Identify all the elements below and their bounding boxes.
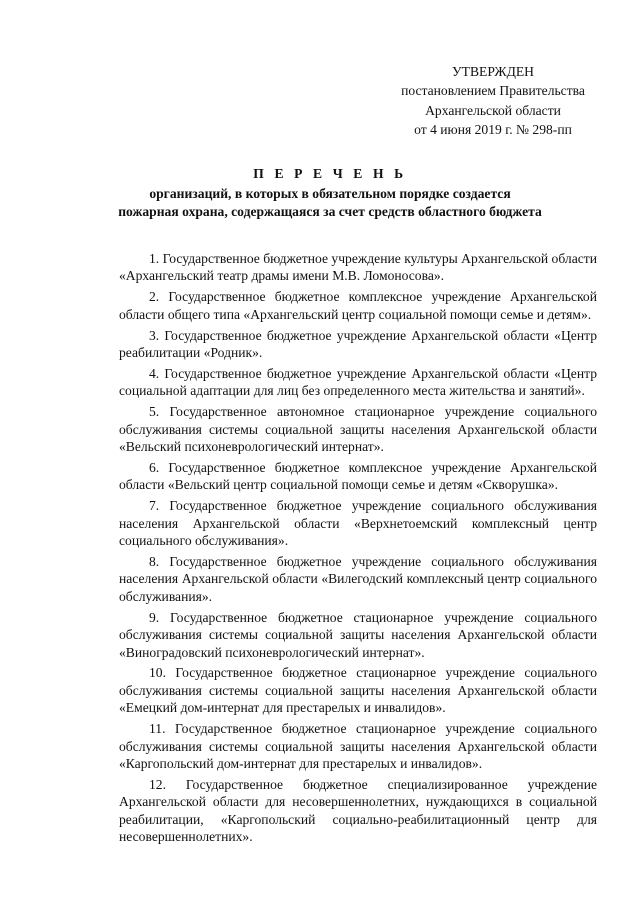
document-subtitle-line-1: организаций, в которых в обязательном порядке создается	[149, 186, 511, 201]
list-item: 11. Государственное бюджетное стационарное учреждение социального обслуживания системы социальной защиты населения Архангельской области «Каргопольский дом-интернат для престарелых и инвалидов».	[119, 721, 597, 771]
approval-status: УТВЕРЖДЕН	[452, 64, 534, 79]
approval-resolution: постановлением Правительства	[401, 83, 585, 99]
list-item: 6. Государственное бюджетное комплексное учреждение Архангельской области «Вельский центр социальной помощи семье и детям «Скворушка».	[119, 459, 597, 493]
list-item: 4. Государственное бюджетное учреждение Архангельской области «Центр социальной адаптации для лиц без определенного места жительства и занятий».	[119, 365, 597, 399]
organization-list	[119, 250, 597, 849]
list-item: 9. Государственное бюджетное стационарное учреждение социального обслуживания системы социальной защиты населения Архангельской области «Виноградовский психоневрологический интернат».	[119, 609, 597, 660]
approval-stamp	[378, 62, 608, 139]
approval-date-number: от 4 июня 2019 г. № 298-пп	[414, 121, 572, 137]
list-item: 3. Государственное бюджетное учреждение Архангельской области «Центр реабилитации «Родник».	[119, 327, 597, 361]
document-heading: П Е Р Е Ч Е Н Ь	[253, 166, 407, 181]
list-item: 1. Государственное бюджетное учреждение культуры Архангельской области «Архангельский театр драмы имени М.В. Ломоносова».	[119, 251, 597, 284]
list-item: 7. Государственное бюджетное учреждение социального обслуживания населения Архангельской области «Верхнетоемский комплексный центр социального обслуживания».	[119, 498, 597, 549]
list-item: 10. Государственное бюджетное стационарное учреждение социального обслуживания системы социальной защиты населения Архангельской области «Емецкий дом-интернат для престарелых и инвалидов».	[119, 665, 597, 716]
document-subtitle-line-2: пожарная охрана, содержащаяся за счет средств областного бюджета	[118, 204, 542, 219]
list-item: 5. Государственное автономное стационарное учреждение социального обслуживания системы социальной защиты населения Архангельской области «Вельский психоневрологический интернат».	[119, 404, 597, 455]
list-item: 12. Государственное бюджетное специализированное учреждение Архангельской области для несовершеннолетних, нуждающихся в социальной реабилитации, «Каргопольский социально-реабилитационный центр для несовершеннолетних».	[119, 776, 597, 845]
list-item: 8. Государственное бюджетное учреждение социального обслуживания населения Архангельской области «Вилегодский комплексный центр социального обслуживания».	[119, 554, 597, 604]
list-item: 2. Государственное бюджетное комплексное учреждение Архангельской области общего типа «Архангельский центр социальной помощи семье и детям».	[119, 289, 597, 322]
document-title	[60, 165, 600, 221]
approval-region: Архангельской области	[425, 102, 561, 118]
